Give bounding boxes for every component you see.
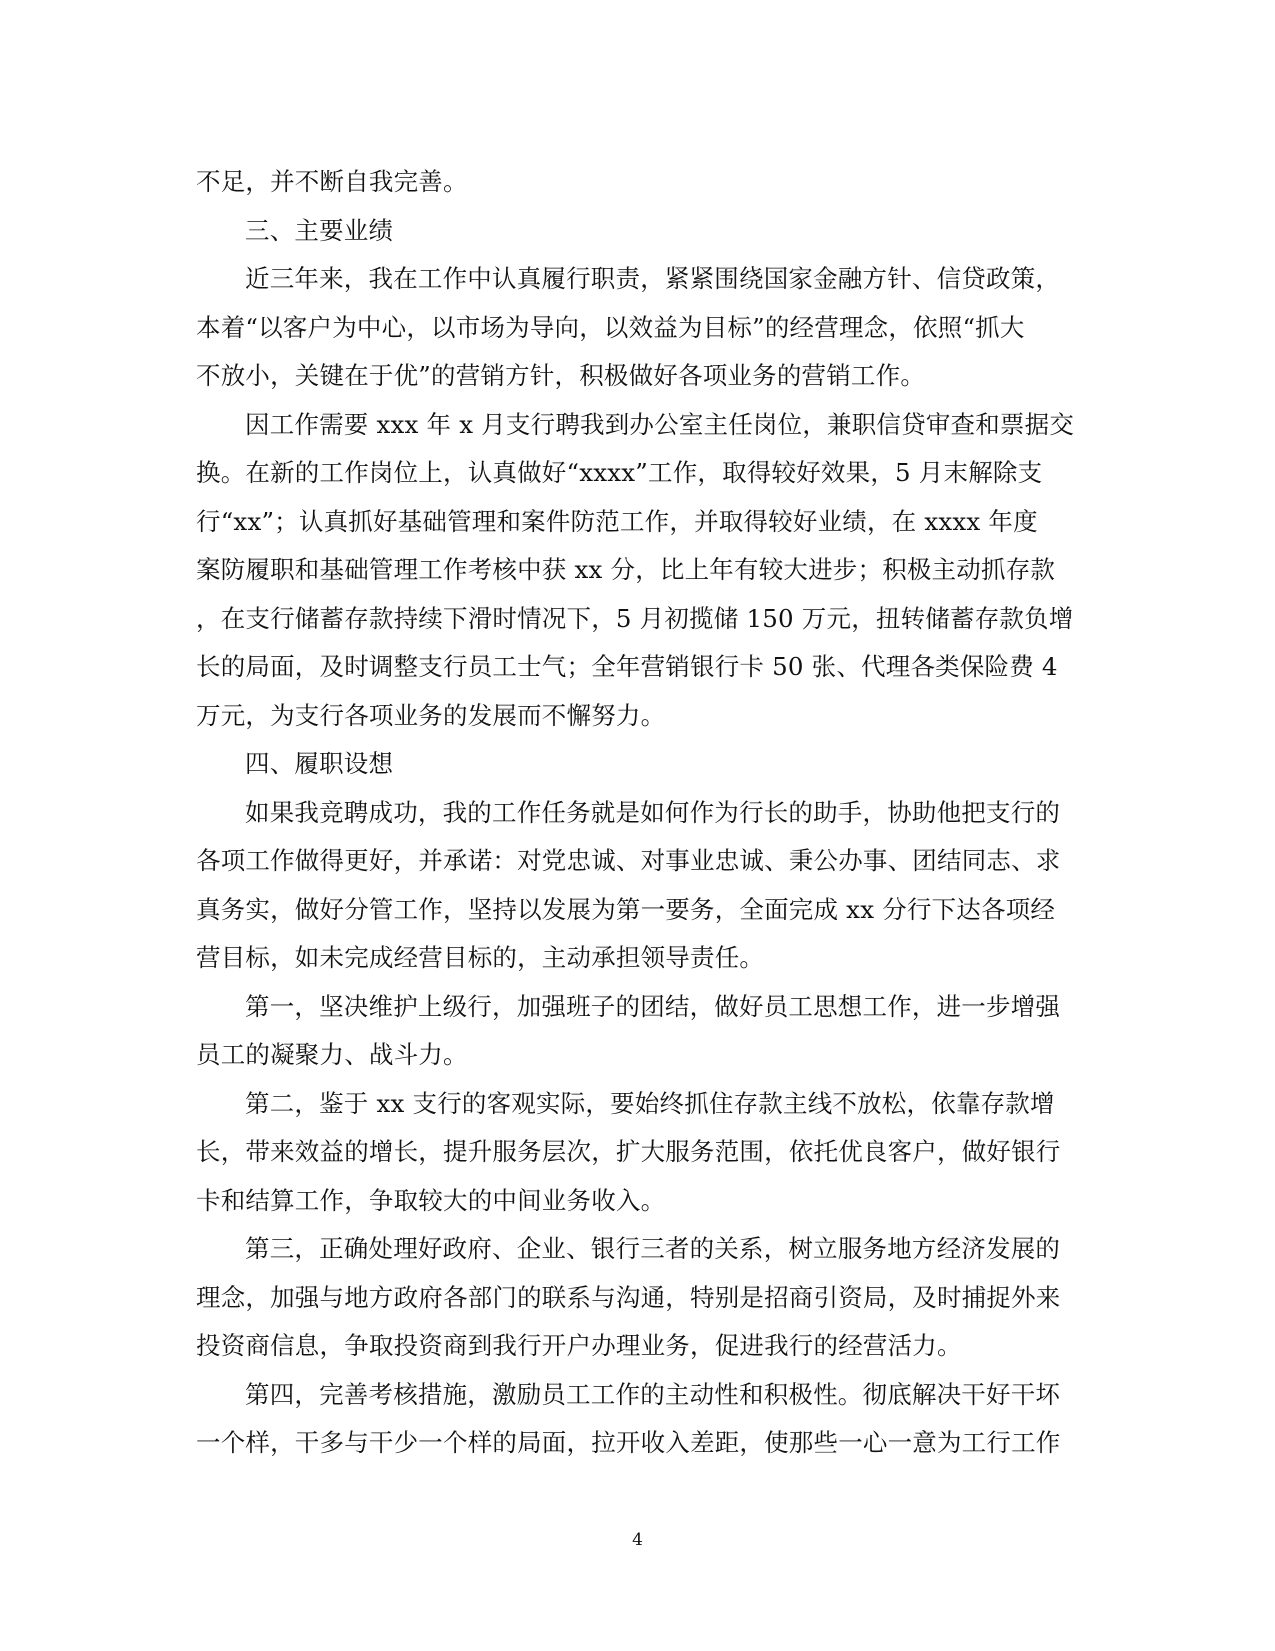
text-line: 第三，正确处理好政府、企业、银行三者的关系，树立服务地方经济发展的 (245, 1234, 1061, 1263)
text-line: 第四，完善考核措施，激励员工工作的主动性和积极性。彻底解决干好干坏 (245, 1379, 1061, 1409)
text-line: 第一，坚决维护上级行，加强班子的团结，做好员工思想工作，进一步增强 (245, 991, 1061, 1021)
text-line: 如果我竞聘成功，我的工作任务就是如何作为行长的助手，协助他把支行的 (245, 797, 1061, 827)
text-line: 本着“以客户为中心，以市场为导向，以效益为目标”的经营理念，依照“抓大 (196, 312, 1025, 342)
text-line: 三、主要业绩 (245, 215, 394, 245)
text-line: 长，带来效益的增长，提升服务层次，扩大服务范围，依托优良客户，做好银行 (196, 1137, 1061, 1166)
text-line: 卡和结算工作，争取较大的中间业务收入。 (196, 1185, 666, 1215)
text-line: 真务实，做好分管工作，坚持以发展为第一要务，全面完成 xx 分行下达各项经 (196, 894, 1056, 924)
text-line: 行“xx”；认真抓好基础管理和案件防范工作，并取得较好业绩，在 xxxx 年度 (196, 506, 1038, 536)
text-line: 因工作需要 xxx 年 x 月支行聘我到办公室主任岗位，兼职信贷审查和票据交 (245, 409, 1075, 439)
text-line: 近三年来，我在工作中认真履行职责，紧紧围绕国家金融方针、信贷政策， (245, 264, 1061, 293)
text-line: 不足，并不断自我完善。 (196, 167, 468, 196)
text-line: 四、履职设想 (245, 749, 394, 778)
text-line: 第二，鉴于 xx 支行的客观实际，要始终抓住存款主线不放松，依靠存款增 (245, 1088, 1055, 1118)
text-line: 不放小，关键在于优”的营销方针，积极做好各项业务的营销工作。 (196, 361, 926, 390)
text-line: 各项工作做得更好，并承诺：对党忠诚、对事业忠诚、秉公办事、团结同志、求 (196, 846, 1061, 875)
text-line: 投资商信息，争取投资商到我行开户办理业务，促进我行的经营活力。 (196, 1331, 962, 1360)
page-number: 4 (632, 1530, 643, 1550)
text-line: 万元，为支行各项业务的发展而不懈努力。 (196, 700, 666, 730)
text-line: 一个样，干多与干少一个样的局面，拉开收入差距，使那些一心一意为工行工作 (196, 1428, 1061, 1457)
text-line: 案防履职和基础管理工作考核中获 xx 分，比上年有较大进步；积极主动抓存款 (196, 555, 1056, 584)
text-line: 换。在新的工作岗位上，认真做好“xxxx”工作，取得较好效果，5 月末解除支 (196, 458, 1043, 487)
text-line: 营目标，如未完成经营目标的，主动承担领导责任。 (196, 943, 765, 972)
text-line: ，在支行储蓄存款持续下滑时情况下，5 月初揽储 150 万元，扭转储蓄存款负增 (196, 603, 1074, 633)
text-line: 员工的凝聚力、战斗力。 (196, 1040, 468, 1069)
document-body (196, 158, 1073, 1468)
text-line: 理念，加强与地方政府各部门的联系与沟通，特别是招商引资局，及时捕捉外来 (196, 1282, 1061, 1312)
text-line: 长的局面，及时调整支行员工士气；全年营销银行卡 50 张、代理各类保险费 4 (196, 652, 1058, 681)
